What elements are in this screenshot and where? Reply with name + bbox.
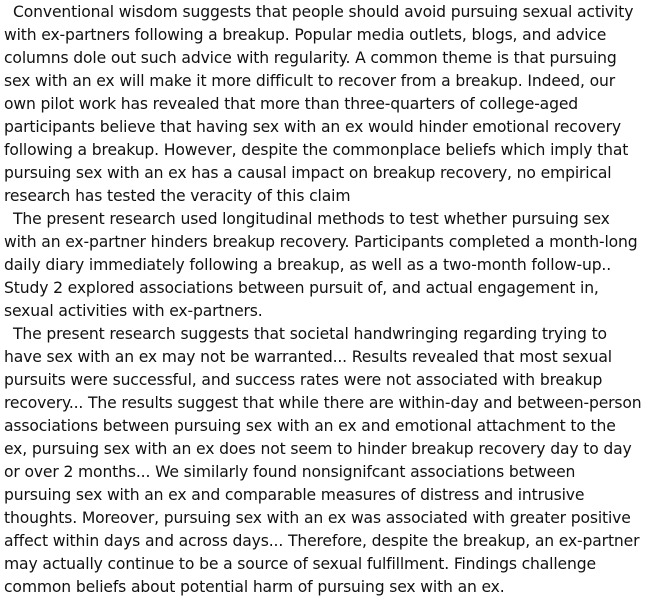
paragraph-findings: The present research suggests that societal handwringing regarding trying to have sex with an ex may not be warranted... Results revealed that most sexual pursuits were successful, and success rates were not associated with breakup recovery... The results suggest that while there are within-day and between-person associations between pursuing sex with an ex and emotional attachment to the ex, pursuing sex with an ex does not seem to hinder breakup recovery day to day or over 2 months... We similarly found nonsignifcant associations between pursuing sex with an ex and comparable measures of distress and intrusive thoughts. Moreover, pursuing sex with an ex was associated with greater positive affect within days and across days... Therefore, despite the breakup, an ex-partner may actually continue to be a source of sexual fulfillment. Findings challenge common beliefs about potential harm of pursuing sex with an ex. [4, 325, 642, 596]
paragraph-intro: Conventional wisdom suggests that people should avoid pursuing sexual activity with ex-partners following a breakup. Popular media outlets, blogs, and advice columns dole out such advice with regularity. A common theme is that pursuing sex with an ex will make it more difficult to recover from a breakup. Indeed, our own pilot work has revealed that more than three-quarters of college-aged participants believe that having sex with an ex would hinder emotional recovery following a breakup. However, despite the commonplace beliefs which imply that pursuing sex with an ex has a causal impact on breakup recovery, no empirical research has tested the veracity of this claim [4, 3, 634, 205]
document-body [4, 1, 642, 599]
paragraph-methods: The present research used longitudinal methods to test whether pursuing sex with an ex-partner hinders breakup recovery. Participants completed a month-long daily diary immediately following a breakup, as well as a two-month follow-up.. Study 2 explored associations between pursuit of, and actual engagement in, sexual activities with ex-partners. [4, 210, 638, 320]
